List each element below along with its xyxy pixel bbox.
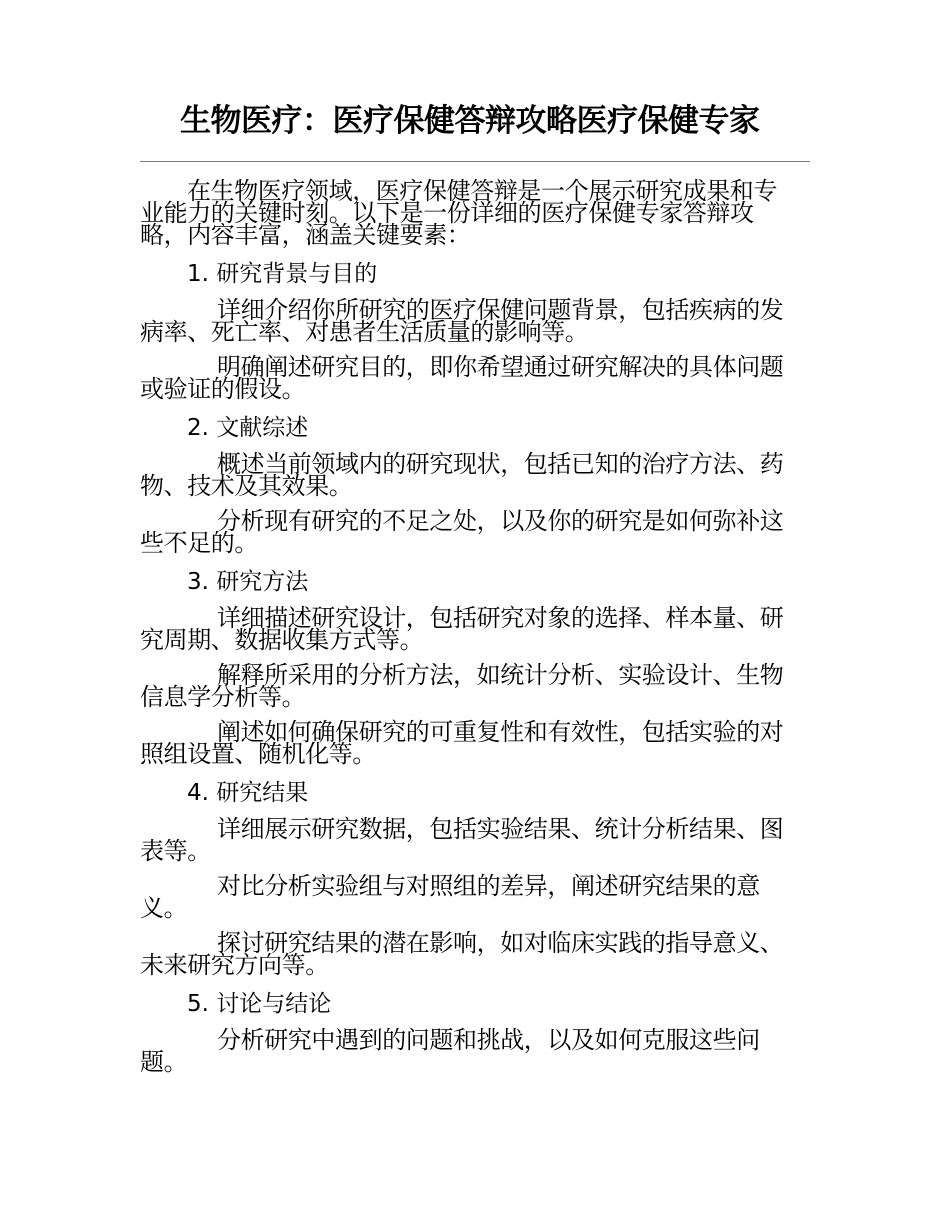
section-5 bbox=[140, 991, 790, 1076]
intro-paragraph: 在生物医疗领域，医疗保健答辩是一个展示研究成果和专业能力的关键时刻。以下是一份详细的医疗保健专家答辩攻略，内容丰富，涵盖关键要素： bbox=[140, 177, 777, 249]
section-paragraph: 探讨研究结果的潜在影响，如对临床实践的指导意义、未来研究方向等。 bbox=[140, 929, 784, 979]
section-paragraph: 详细展示研究数据，包括实验结果、统计分析结果、图表等。 bbox=[140, 815, 784, 865]
section-paragraph: 明确阐述研究目的，即你希望通过研究解决的具体问题或验证的假设。 bbox=[140, 353, 784, 403]
section-paragraph: 分析研究中遇到的问题和挑战，以及如何克服这些问题。 bbox=[140, 1026, 760, 1076]
section-heading: 5. 讨论与结论 bbox=[187, 991, 332, 1017]
section-1 bbox=[140, 261, 790, 403]
section-heading: 4. 研究结果 bbox=[187, 780, 309, 806]
section-4 bbox=[140, 780, 790, 979]
section-paragraph: 阐述如何确保研究的可重复性和有效性，包括实验的对照组设置、随机化等。 bbox=[140, 718, 784, 768]
section-paragraph: 概述当前领域内的研究现状，包括已知的治疗方法、药物、技术及其效果。 bbox=[140, 450, 784, 500]
section-3 bbox=[140, 569, 790, 768]
section-heading: 1. 研究背景与目的 bbox=[187, 261, 378, 287]
section-2 bbox=[140, 415, 790, 557]
section-paragraph: 详细描述研究设计，包括研究对象的选择、样本量、研究周期、数据收集方式等。 bbox=[140, 604, 784, 654]
section-paragraph: 分析现有研究的不足之处，以及你的研究是如何弥补这些不足的。 bbox=[140, 507, 784, 557]
document-body bbox=[140, 177, 790, 1076]
document-title: 生物医疗：医疗保健答辩攻略医疗保健专家 bbox=[180, 103, 760, 139]
section-heading: 2. 文献综述 bbox=[187, 415, 309, 441]
section-paragraph: 详细介绍你所研究的医疗保健问题背景，包括疾病的发病率、死亡率、对患者生活质量的影响等。 bbox=[140, 296, 784, 346]
section-paragraph: 对比分析实验组与对照组的差异，阐述研究结果的意义。 bbox=[140, 872, 760, 922]
section-paragraph: 解释所采用的分析方法，如统计分析、实验设计、生物信息学分析等。 bbox=[140, 661, 784, 711]
section-heading: 3. 研究方法 bbox=[187, 569, 309, 595]
title-divider bbox=[140, 161, 810, 162]
